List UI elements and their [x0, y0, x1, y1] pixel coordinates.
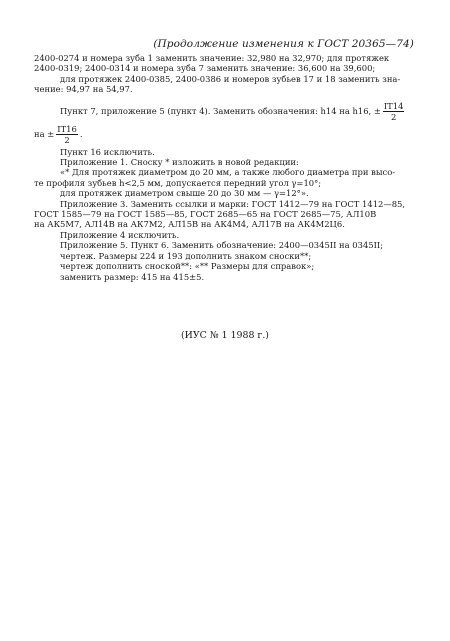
na-pm-text: на ± [34, 128, 55, 139]
source-footer: (ИУС № 1 1988 г.) [181, 330, 269, 341]
item-appendix-3: Приложение 3. Заменить ссылки и марки: ГОСТ 1412—79 на ГОСТ 1412—85, [60, 198, 406, 209]
fraction-it16 [56, 124, 78, 145]
text-line: для протяжек диаметром свыше 20 до 30 мм — γ=12°». [60, 188, 309, 199]
fraction-denominator: 2 [390, 111, 397, 122]
text-line: на АК5М7, АЛ14В на АК7М2, АЛ15В на АК4М4, АЛ17В на АК4М2Ц6. [34, 219, 345, 230]
item-appendix-1: Приложение 1. Сноску * изложить в новой редакции: [60, 157, 299, 168]
item-point-16: Пункт 16 исключить. [60, 146, 155, 157]
text-line: ГОСТ 1585—79 на ГОСТ 1585—85, ГОСТ 2685—65 на ГОСТ 2685—75, АЛ10В [34, 209, 377, 220]
fraction-numerator: IT14 [383, 100, 404, 111]
text-line: чертеж. Размеры 224 и 193 дополнить знаком сноски**; [60, 250, 312, 261]
text-line: 2400-0319; 2400-0314 и номера зуба 7 заменить значение: 36,600 на 39,600; [34, 63, 376, 74]
fraction-numerator: IT16 [57, 123, 77, 134]
document-body [34, 53, 418, 282]
fraction-denominator: 2 [64, 134, 70, 145]
fraction-it14 [383, 101, 405, 122]
item-appendix-4: Приложение 4 исключить. [60, 229, 180, 240]
item-point-7 [34, 101, 418, 122]
text-line: заменить размер: 415 на 415±5. [60, 271, 205, 282]
text-line: чение: 94,97 на 54,97. [34, 84, 133, 95]
text-line: 2400-0274 и номера зуба 1 заменить значение: 32,980 на 32,970; для протяжек [34, 53, 390, 63]
text-line: чертеж дополнить сноской**: «** Размеры для справок»; [60, 261, 315, 272]
point-7-text: Пункт 7, приложение 5 (пункт 4). Заменить обозначения: h14 на h16, ± [60, 105, 381, 116]
text-line: «* Для протяжек диаметром до 20 мм, а также любого диаметра при высо- [60, 167, 396, 178]
page-header: (Продолжение изменения к ГОСТ 20365—74) [153, 38, 414, 50]
text-line: те профиля зубьев h<2,5 мм, допускается передний угол γ=10°; [34, 177, 322, 188]
item-point-7-cont [34, 124, 418, 145]
period: . [79, 128, 83, 139]
text-line: для протяжек 2400-0385, 2400-0386 и номеров зубьев 17 и 18 заменить зна- [60, 73, 401, 84]
item-appendix-5: Приложение 5. Пункт 6. Заменить обозначение: 2400—0345II на 0345II; [60, 240, 384, 251]
